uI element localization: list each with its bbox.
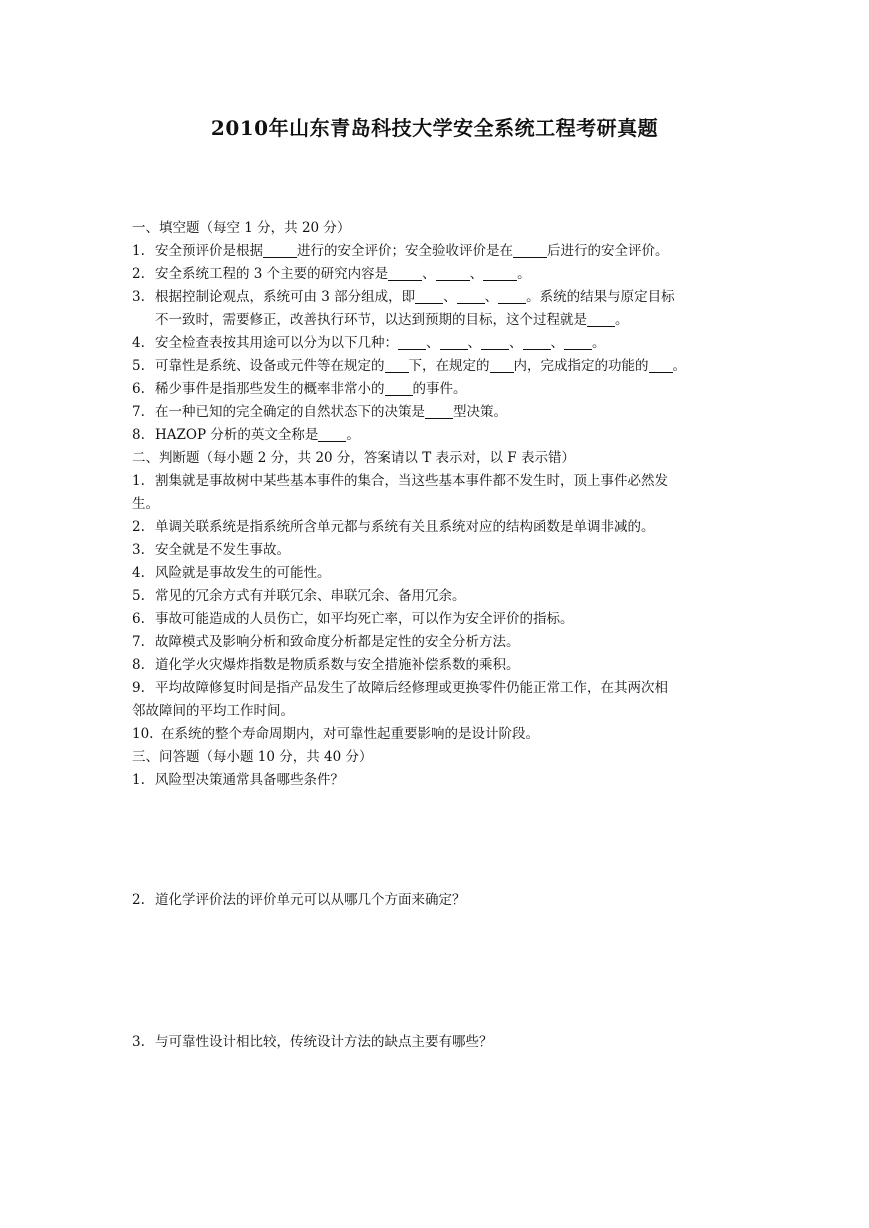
question-number: 1. <box>132 243 145 259</box>
question-text: 、 <box>509 335 523 351</box>
tf-question-3 <box>132 539 744 562</box>
question-text: 在系统的整个寿命周期内，对可靠性起重要影响的是设计阶段。 <box>161 726 539 742</box>
answer-blank <box>649 357 673 373</box>
question-text: 。 <box>592 335 606 351</box>
qa-question-1 <box>132 769 744 792</box>
question-number: 2. <box>132 892 145 908</box>
question-text: 安全系统工程的 3 个主要的研究内容是 <box>155 266 389 282</box>
question-number: 6. <box>132 611 145 627</box>
question-number: 3. <box>132 1034 145 1050</box>
tf-question-6 <box>132 608 744 631</box>
question-text: 事故可能造成的人员伤亡，如平均死亡率，可以作为安全评价的指标。 <box>155 611 574 627</box>
tf-question-4 <box>132 562 744 585</box>
answer-blank <box>523 334 551 350</box>
tf-question-2 <box>132 516 744 539</box>
answer-blank <box>564 334 592 350</box>
question-text: 割集就是事故树中某些基本事件的集合，当这些基本事件都不发生时，顶上事件必然发 <box>155 473 668 489</box>
question-text: 可靠性是系统、设备或元件等在规定的 <box>155 358 385 374</box>
question-text: 安全检查表按其用途可以分为以下几种： <box>155 335 398 351</box>
answer-blank <box>587 311 615 327</box>
answer-blank <box>481 334 509 350</box>
question-text: 。 <box>672 358 686 374</box>
tf-question-9 <box>132 677 744 700</box>
question-text: 、 <box>550 335 564 351</box>
question-number: 1. <box>132 473 145 489</box>
question-text: 后进行的安全评价。 <box>547 243 669 259</box>
answer-space <box>132 912 744 1031</box>
question-text: 邻故障间的平均工作时间。 <box>132 703 294 719</box>
question-text: 、 <box>469 266 484 282</box>
question-number: 10. <box>132 726 154 742</box>
answer-blank <box>483 265 517 281</box>
fill-question-1 <box>132 240 744 263</box>
question-text: 道化学火灾爆炸指数是物质系数与安全措施补偿系数的乘积。 <box>155 657 520 673</box>
question-number: 3. <box>132 289 145 305</box>
answer-blank <box>440 334 468 350</box>
tf-question-10 <box>132 723 744 746</box>
question-number: 6. <box>132 381 145 397</box>
answer-space <box>132 792 744 889</box>
answer-blank <box>385 380 413 396</box>
question-number: 2. <box>132 266 145 282</box>
fill-question-8 <box>132 424 744 447</box>
question-text: 。 <box>346 427 360 443</box>
question-number: 4. <box>132 335 145 351</box>
section-heading-fill-in: 一、填空题（每空 1 分，共 20 分） <box>132 220 351 236</box>
question-number: 5. <box>132 358 145 374</box>
question-text: 安全预评价是根据 <box>155 243 263 259</box>
answer-blank <box>457 288 485 304</box>
qa-question-2 <box>132 889 744 912</box>
question-text: 内，完成指定的功能的 <box>513 358 649 374</box>
answer-blank <box>513 242 547 258</box>
fill-question-3 <box>132 286 744 309</box>
answer-blank <box>263 242 297 258</box>
question-text: 生。 <box>132 496 159 512</box>
document-title: 2010年山东青岛科技大学安全系统工程考研真题 <box>210 116 659 140</box>
answer-blank <box>425 403 453 419</box>
fill-question-2 <box>132 263 744 286</box>
question-number: 3. <box>132 542 145 558</box>
question-text: 型决策。 <box>453 404 507 420</box>
tf-question-5 <box>132 585 744 608</box>
answer-blank <box>436 265 470 281</box>
question-text: 、 <box>484 289 499 305</box>
question-text: 在一种已知的完全确定的自然状态下的决策是 <box>155 404 425 420</box>
tf-question-1-continued <box>132 493 744 516</box>
question-text: 根据控制论观点，系统可由 3 部分组成，即 <box>155 289 416 305</box>
tf-question-7 <box>132 631 744 654</box>
question-text: 平均故障修复时间是指产品发生了故障后经修理或更换零件仍能正常工作，在其两次相 <box>155 680 668 696</box>
tf-question-1 <box>132 470 744 493</box>
answer-blank <box>490 357 514 373</box>
fill-question-4 <box>132 332 744 355</box>
question-text: 、 <box>426 335 440 351</box>
question-text: 单调关联系统是指系统所含单元都与系统有关且系统对应的结构函数是单调非减的。 <box>155 519 655 535</box>
question-text: HAZOP 分析的英文全称是 <box>155 427 319 443</box>
question-number: 2. <box>132 519 145 535</box>
question-text: 风险型决策通常具备哪些条件？ <box>155 772 344 788</box>
fill-question-5 <box>132 355 744 378</box>
question-text: 故障模式及影响分析和致命度分析都是定性的安全分析方法。 <box>155 634 520 650</box>
tf-question-9-continued <box>132 700 744 723</box>
answer-blank <box>318 426 346 442</box>
question-text: 风险就是事故发生的可能性。 <box>155 565 331 581</box>
question-text: 的事件。 <box>412 381 467 397</box>
question-text: 道化学评价法的评价单元可以从哪几个方面来确定？ <box>155 892 466 908</box>
section-heading-short-answer: 三、问答题（每小题 10 分，共 40 分） <box>132 749 373 765</box>
question-number: 4. <box>132 565 145 581</box>
question-number: 8. <box>132 427 145 443</box>
question-number: 5. <box>132 588 145 604</box>
qa-question-3 <box>132 1031 744 1054</box>
question-text: 进行的安全评价；安全验收评价是在 <box>297 243 513 259</box>
section-heading-true-false: 二、判断题（每小题 2 分，共 20 分，答案请以 T 表示对，以 F 表示错） <box>132 450 575 466</box>
question-number: 9. <box>132 680 145 696</box>
tf-question-8 <box>132 654 744 677</box>
question-text: 。系统的结果与原定目标 <box>526 289 675 305</box>
question-text: 、 <box>467 335 481 351</box>
question-text: 不一致时，需要修正，改善执行环节，以达到预期的目标，这个过程就是 <box>155 312 587 328</box>
question-text: 。 <box>615 312 629 328</box>
question-text: 。 <box>517 266 531 282</box>
fill-question-3-continued <box>132 309 744 332</box>
question-number: 7. <box>132 404 145 420</box>
question-number: 7. <box>132 634 145 650</box>
question-text: 、 <box>422 266 436 282</box>
question-text: 与可靠性设计相比较，传统设计方法的缺点主要有哪些？ <box>155 1034 493 1050</box>
question-text: 稀少事件是指那些发生的概率非常小的 <box>155 381 385 397</box>
question-number: 8. <box>132 657 145 673</box>
answer-blank <box>398 334 426 350</box>
question-number: 1. <box>132 772 145 788</box>
question-text: 安全就是不发生事故。 <box>155 542 290 558</box>
question-text: 常见的冗余方式有并联冗余、串联冗余、备用冗余。 <box>155 588 466 604</box>
question-text: 下，在规定的 <box>408 358 490 374</box>
answer-blank <box>498 288 526 304</box>
answer-blank <box>415 288 443 304</box>
fill-question-7 <box>132 401 744 424</box>
answer-blank <box>388 265 422 281</box>
fill-question-6 <box>132 378 744 401</box>
question-text: 、 <box>443 289 457 305</box>
answer-blank <box>385 357 409 373</box>
exam-body <box>132 217 744 1054</box>
